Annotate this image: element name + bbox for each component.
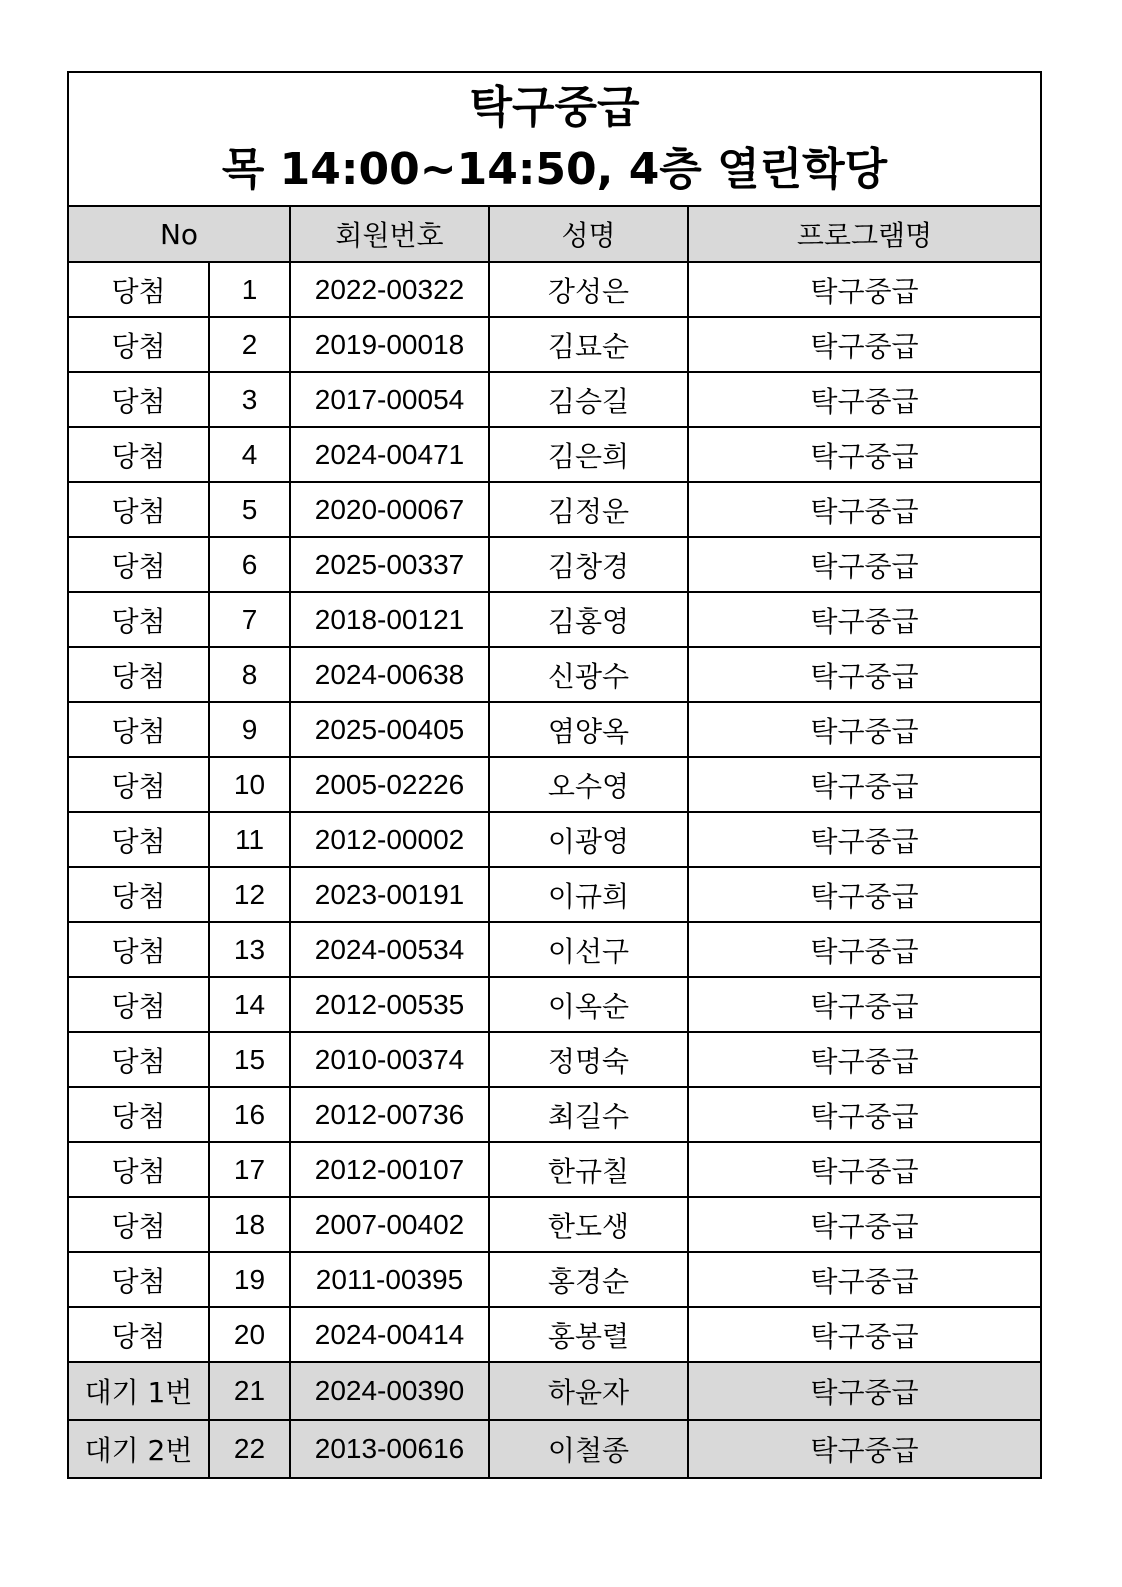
member-name-cell: 최길수	[489, 1087, 688, 1142]
status-cell: 당첨	[68, 372, 209, 427]
row-number-cell: 12	[209, 867, 290, 922]
row-number-cell: 11	[209, 812, 290, 867]
program-name-cell: 탁구중급	[688, 427, 1041, 482]
row-number-cell: 21	[209, 1362, 290, 1420]
table-row	[68, 372, 1041, 427]
row-number-cell: 19	[209, 1252, 290, 1307]
program-name-cell: 탁구중급	[688, 647, 1041, 702]
row-number-cell: 4	[209, 427, 290, 482]
member-name-cell: 한도생	[489, 1197, 688, 1252]
table-row	[68, 1197, 1041, 1252]
status-cell: 당첨	[68, 482, 209, 537]
row-number-cell: 6	[209, 537, 290, 592]
status-cell: 대기 1번	[68, 1362, 209, 1420]
status-cell: 당첨	[68, 262, 209, 317]
member-name-cell: 이선구	[489, 922, 688, 977]
status-cell: 당첨	[68, 427, 209, 482]
row-number-cell: 2	[209, 317, 290, 372]
member-number-cell: 2024-00534	[290, 922, 489, 977]
status-cell: 당첨	[68, 757, 209, 812]
status-cell: 당첨	[68, 922, 209, 977]
row-number-cell: 22	[209, 1420, 290, 1478]
result-table	[67, 71, 1042, 1479]
member-name-cell: 김창경	[489, 537, 688, 592]
table-row	[68, 262, 1041, 317]
row-number-cell: 8	[209, 647, 290, 702]
table-row	[68, 702, 1041, 757]
member-number-cell: 2025-00405	[290, 702, 489, 757]
table-row	[68, 977, 1041, 1032]
table-row	[68, 757, 1041, 812]
member-name-cell: 홍경순	[489, 1252, 688, 1307]
status-cell: 대기 2번	[68, 1420, 209, 1478]
member-number-cell: 2012-00002	[290, 812, 489, 867]
status-cell: 당첨	[68, 867, 209, 922]
row-number-cell: 5	[209, 482, 290, 537]
program-name-cell: 탁구중급	[688, 592, 1041, 647]
member-number-cell: 2005-02226	[290, 757, 489, 812]
member-number-cell: 2024-00638	[290, 647, 489, 702]
member-name-cell: 정명숙	[489, 1032, 688, 1087]
row-number-cell: 7	[209, 592, 290, 647]
program-name-cell: 탁구중급	[688, 812, 1041, 867]
program-name-cell: 탁구중급	[688, 757, 1041, 812]
member-name-cell: 염양옥	[489, 702, 688, 757]
table-row	[68, 1252, 1041, 1307]
member-number-cell: 2012-00107	[290, 1142, 489, 1197]
member-name-cell: 홍봉렬	[489, 1307, 688, 1362]
table-row	[68, 592, 1041, 647]
waitlist-row	[68, 1362, 1041, 1420]
status-cell: 당첨	[68, 317, 209, 372]
header-program: 프로그램명	[688, 206, 1041, 262]
program-name-cell: 탁구중급	[688, 702, 1041, 757]
member-number-cell: 2023-00191	[290, 867, 489, 922]
table-row	[68, 427, 1041, 482]
row-number-cell: 9	[209, 702, 290, 757]
row-number-cell: 20	[209, 1307, 290, 1362]
program-name-cell: 탁구중급	[688, 262, 1041, 317]
member-number-cell: 2018-00121	[290, 592, 489, 647]
status-cell: 당첨	[68, 1032, 209, 1087]
header-member-no: 회원번호	[290, 206, 489, 262]
status-cell: 당첨	[68, 1087, 209, 1142]
header-name: 성명	[489, 206, 688, 262]
program-name-cell: 탁구중급	[688, 482, 1041, 537]
member-number-cell: 2024-00390	[290, 1362, 489, 1420]
member-name-cell: 신광수	[489, 647, 688, 702]
member-number-cell: 2017-00054	[290, 372, 489, 427]
title-cell	[68, 72, 1041, 206]
member-name-cell: 한규칠	[489, 1142, 688, 1197]
member-number-cell: 2013-00616	[290, 1420, 489, 1478]
status-cell: 당첨	[68, 812, 209, 867]
member-name-cell: 이옥순	[489, 977, 688, 1032]
table-row	[68, 537, 1041, 592]
row-number-cell: 13	[209, 922, 290, 977]
program-name-cell: 탁구중급	[688, 1087, 1041, 1142]
program-name-cell: 탁구중급	[688, 372, 1041, 427]
status-cell: 당첨	[68, 592, 209, 647]
status-cell: 당첨	[68, 977, 209, 1032]
member-number-cell: 2010-00374	[290, 1032, 489, 1087]
program-name-cell: 탁구중급	[688, 1142, 1041, 1197]
table-row	[68, 922, 1041, 977]
program-name-cell: 탁구중급	[688, 867, 1041, 922]
member-name-cell: 김정운	[489, 482, 688, 537]
program-name-cell: 탁구중급	[688, 317, 1041, 372]
program-name-cell: 탁구중급	[688, 1362, 1041, 1420]
header-no: No	[68, 206, 290, 262]
program-name-cell: 탁구중급	[688, 537, 1041, 592]
status-cell: 당첨	[68, 702, 209, 757]
member-number-cell: 2024-00414	[290, 1307, 489, 1362]
table-row	[68, 482, 1041, 537]
member-number-cell: 2007-00402	[290, 1197, 489, 1252]
member-number-cell: 2011-00395	[290, 1252, 489, 1307]
table-row	[68, 1032, 1041, 1087]
row-number-cell: 10	[209, 757, 290, 812]
member-name-cell: 이광영	[489, 812, 688, 867]
member-number-cell: 2025-00337	[290, 537, 489, 592]
member-name-cell: 김은희	[489, 427, 688, 482]
program-name-cell: 탁구중급	[688, 1032, 1041, 1087]
member-name-cell: 김묘순	[489, 317, 688, 372]
table-row	[68, 1307, 1041, 1362]
member-name-cell: 김승길	[489, 372, 688, 427]
status-cell: 당첨	[68, 1142, 209, 1197]
member-number-cell: 2024-00471	[290, 427, 489, 482]
row-number-cell: 15	[209, 1032, 290, 1087]
row-number-cell: 16	[209, 1087, 290, 1142]
status-cell: 당첨	[68, 1252, 209, 1307]
table-row	[68, 317, 1041, 372]
member-name-cell: 하윤자	[489, 1362, 688, 1420]
table-row	[68, 812, 1041, 867]
schedule-location: 목 14:00~14:50, 4층 열린학당	[221, 144, 888, 195]
lottery-result-sheet	[67, 71, 1040, 1479]
row-number-cell: 17	[209, 1142, 290, 1197]
program-name-cell: 탁구중급	[688, 1307, 1041, 1362]
member-number-cell: 2022-00322	[290, 262, 489, 317]
member-name-cell: 오수영	[489, 757, 688, 812]
table-row	[68, 1087, 1041, 1142]
member-number-cell: 2012-00736	[290, 1087, 489, 1142]
member-number-cell: 2019-00018	[290, 317, 489, 372]
program-name-cell: 탁구중급	[688, 1252, 1041, 1307]
member-number-cell: 2012-00535	[290, 977, 489, 1032]
row-number-cell: 18	[209, 1197, 290, 1252]
row-number-cell: 14	[209, 977, 290, 1032]
status-cell: 당첨	[68, 537, 209, 592]
row-number-cell: 1	[209, 262, 290, 317]
member-name-cell: 김홍영	[489, 592, 688, 647]
header-row	[68, 206, 1041, 262]
waitlist-row	[68, 1420, 1041, 1478]
status-cell: 당첨	[68, 1307, 209, 1362]
status-cell: 당첨	[68, 1197, 209, 1252]
member-name-cell: 이철종	[489, 1420, 688, 1478]
program-name-cell: 탁구중급	[688, 977, 1041, 1032]
member-name-cell: 강성은	[489, 262, 688, 317]
status-cell: 당첨	[68, 647, 209, 702]
program-name-cell: 탁구중급	[688, 922, 1041, 977]
row-number-cell: 3	[209, 372, 290, 427]
program-title: 탁구중급	[469, 82, 640, 133]
program-name-cell: 탁구중급	[688, 1420, 1041, 1478]
table-body	[68, 262, 1041, 1478]
table-row	[68, 1142, 1041, 1197]
program-name-cell: 탁구중급	[688, 1197, 1041, 1252]
member-number-cell: 2020-00067	[290, 482, 489, 537]
table-row	[68, 647, 1041, 702]
member-name-cell: 이규희	[489, 867, 688, 922]
table-row	[68, 867, 1041, 922]
